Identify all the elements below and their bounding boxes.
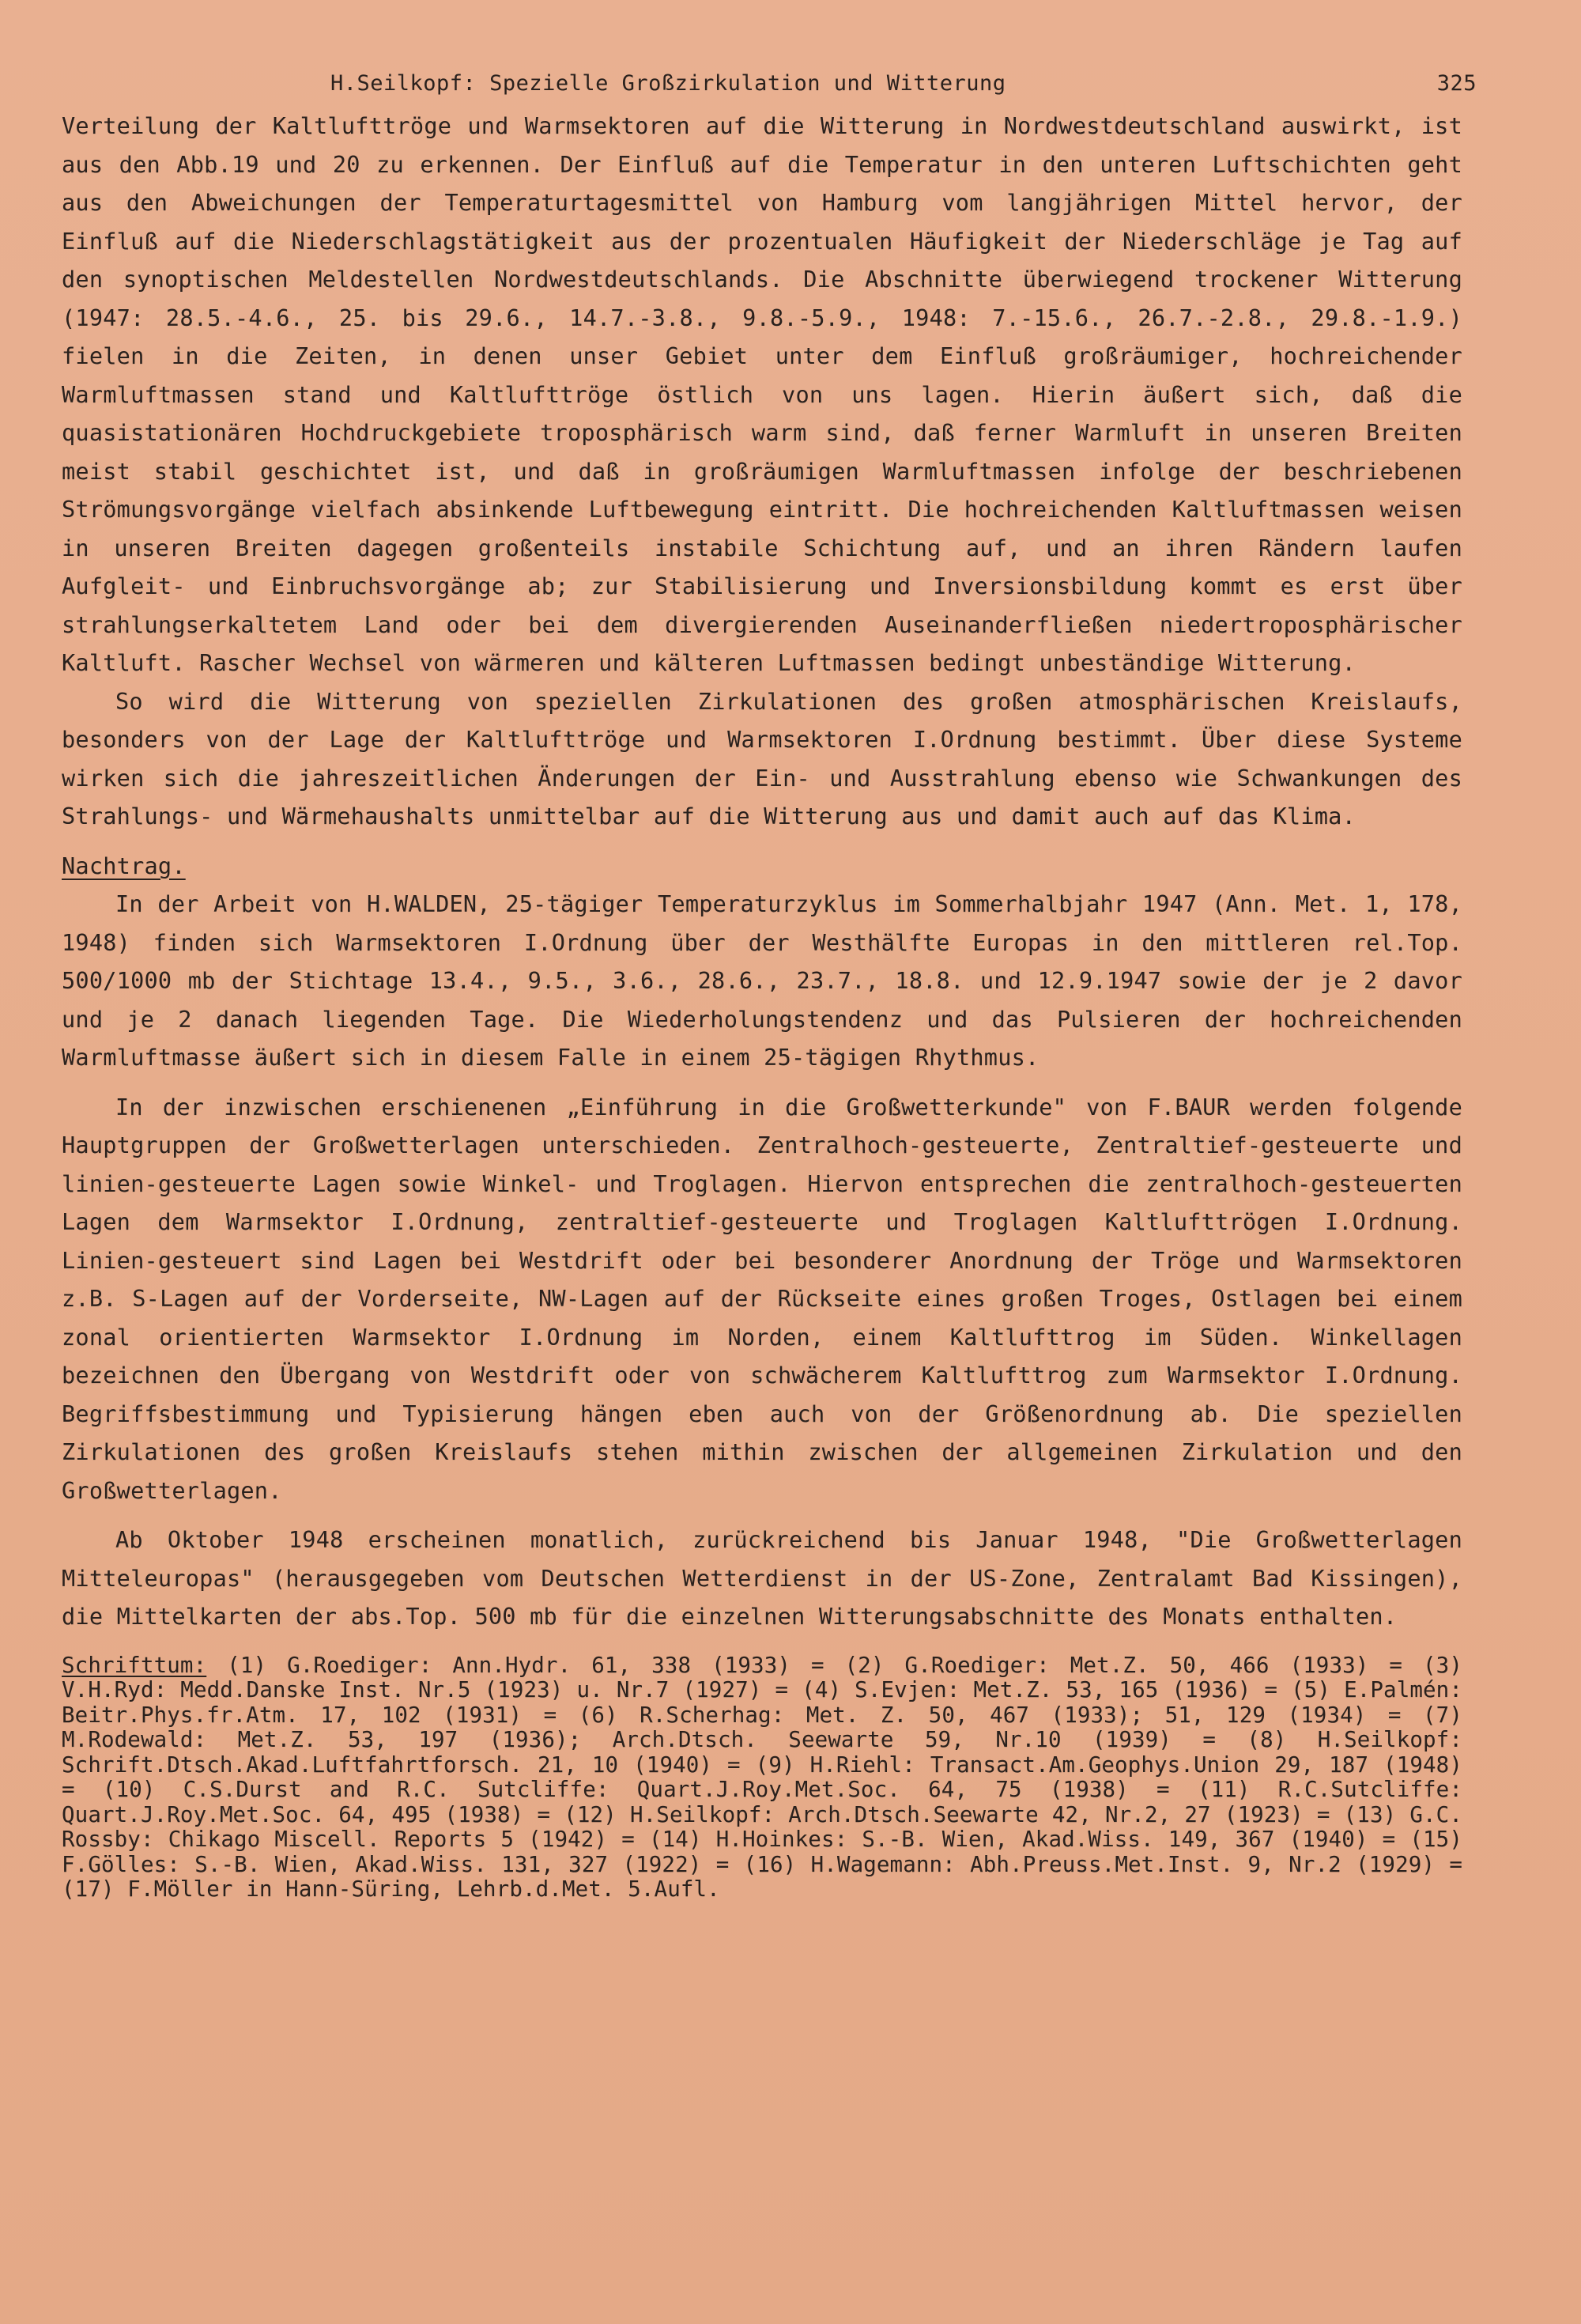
references-block bbox=[62, 1653, 1462, 1903]
paragraph: Verteilung der Kaltlufttröge und Warmsektoren auf die Witterung in Nordwestdeutschland auswirkt, ist aus den Abb.19 und 20 zu erkennen. Der Einfluß auf die Temperatur in den unteren Luftschichten geht aus den Abweichungen der Temperaturtagesmittel von Hamburg vom langjährigen Mittel hervor, der Einfluß auf die Niederschlagstätigkeit aus der prozentualen Häufigkeit der Niederschläge je Tag auf den synoptischen Meldestellen Nordwestdeutschlands. Die Abschnitte überwiegend trockener Witterung (1947: 28.5.-4.6., 25. bis 29.6., 14.7.-3.8., 9.8.-5.9., 1948: 7.-15.6., 26.7.-2.8., 29.8.-1.9.) fielen in die Zeiten, in denen unser Gebiet unter dem Einfluß großräumiger, hochreichender Warmluftmassen stand und Kaltlufttröge östlich von uns lagen. Hierin äußert sich, daß die quasistationären Hochdruckgebiete troposphärisch warm sind, daß ferner Warmluft in unseren Breiten meist stabil geschichtet ist, und daß in großräumigen Warmluftmassen infolge der beschriebenen Strömungsvorgänge vielfach absinkende Luftbewegung eintritt. Die hochreichenden Kaltluftmassen weisen in unseren Breiten dagegen großenteils instabile Schichtung auf, und an ihren Rändern laufen Aufgleit- und Einbruchsvorgänge ab; zur Stabilisierung und Inversionsbildung kommt es erst über strahlungserkaltetem Land oder bei dem divergierenden Auseinanderfließen niedertroposphärischer Kaltluft. Rascher Wechsel von wärmeren und kälteren Luftmassen bedingt unbeständige Witterung. bbox=[62, 112, 1462, 676]
paragraph: In der Arbeit von H.WALDEN, 25-tägiger Temperaturzyklus im Sommerhalbjahr 1947 (Ann. Met. 1, 178, 1948) finden sich Warmsektoren I.Ordnung über der Westhälfte Europas in den mittleren rel.Top. 500/1000 mb der Stichtage 13.4., 9.5., 3.6., 28.6., 23.7., 18.8. und 12.9.1947 sowie der je 2 davor und je 2 danach liegenden Tage. Die Wiederholungstendenz und das Pulsieren der hochreichenden Warmluftmasse äußert sich in diesem Falle in einem 25-tägigen Rhythmus. bbox=[62, 890, 1462, 1071]
paragraph: In der inzwischen erschienenen „Einführung in die Großwetterkunde" von F.BAUR werden folgende Hauptgruppen der Großwetterlagen unterschieden. Zentralhoch-gesteuerte, Zentraltief-gesteuerte und linien-gesteuerte Lagen sowie Winkel- und Troglagen. Hiervon entsprechen die zentralhoch-gesteuerten Lagen dem Warmsektor I.Ordnung, zentraltief-gesteuerte und Troglagen Kaltlufttrögen I.Ordnung. Linien-gesteuert sind Lagen bei Westdrift oder bei besonderer Anordnung der Tröge und Warmsektoren z.B. S-Lagen auf der Vorderseite, NW-Lagen auf der Rückseite eines großen Troges, Ostlagen bei einem zonal orientierten Warmsektor I.Ordnung im Norden, einem Kaltlufttrog im Süden. Winkellagen bezeichnen den Übergang von Westdrift oder von schwächerem Kaltlufttrog zum Warmsektor I.Ordnung. Begriffsbestimmung und Typisierung hängen eben auch von der Größenordnung ab. Die speziellen Zirkulationen des großen Kreislaufs stehen mithin zwischen der allgemeinen Zirkulation und den Großwetterlagen. bbox=[62, 1093, 1462, 1504]
page-number: 325 bbox=[1436, 71, 1477, 96]
references-label: Schrifttum: bbox=[62, 1652, 207, 1678]
section-heading-nachtrag: Nachtrag. bbox=[62, 852, 186, 879]
body-text bbox=[62, 107, 1462, 1636]
paragraph: So wird die Witterung von speziellen Zirkulationen des großen atmosphärischen Kreislaufs, besonders von der Lage der Kaltlufttröge und Warmsektoren I.Ordnung bestimmt. Über diese Systeme wirken sich die jahreszeitlichen Änderungen der Ein- und Ausstrahlung ebenso wie Schwankungen des Strahlungs- und Wärmehaushalts unmittelbar auf die Witterung aus und damit auch auf das Klima. bbox=[62, 687, 1462, 829]
running-title: H.Seilkopf: Spezielle Großzirkulation und Witterung bbox=[330, 71, 1006, 96]
references-text: (1) G.Roediger: Ann.Hydr. 61, 338 (1933) = (2) G.Roediger: Met.Z. 50, 466 (1933) = (3) V.H.Ryd: Medd.Danske Inst. Nr.5 (1923) u. Nr.7 (1927) = (4) S.Evjen: Met.Z. 53, 165 (1936) = (5) E.Palmén: Beitr.Phys.fr.Atm. 17, 102 (1931) = (6) R.Scherhag: Met. Z. 50, 467 (1933); 51, 129 (1934) = (7) M.Rodewald: Met.Z. 53, 197 (1936); Arch.Dtsch. Seewarte 59, Nr.10 (1939) = (8) H.Seilkopf: Schrift.Dtsch.Akad.Luftfahrtforsch. 21, 10 (1940) = (9) H.Riehl: Transact.Am.Geophys.Union 29, 187 (1948) = (10) C.S.Durst and R.C. Sutcliffe: Quart.J.Roy.Met.Soc. 64, 75 (1938) = (11) R.C.Sutcliffe: Quart.J.Roy.Met.Soc. 64, 495 (1938) = (12) H.Seilkopf: Arch.Dtsch.Seewarte 42, Nr.2, 27 (1923) = (13) G.C. Rossby: Chikago Miscell. Reports 5 (1942) = (14) H.Hoinkes: S.-B. Wien, Akad.Wiss. 149, 367 (1940) = (15) F.Gölles: S.-B. Wien, Akad.Wiss. 131, 327 (1922) = (16) H.Wagemann: Abh.Preuss.Met.Inst. 9, Nr.2 (1929) = (17) F.Möller in Hann-Süring, Lehrb.d.Met. 5.Aufl. bbox=[62, 1652, 1462, 1902]
paragraph: Ab Oktober 1948 erscheinen monatlich, zurückreichend bis Januar 1948, "Die Großwetterlagen Mitteleuropas" (herausgegeben vom Deutschen Wetterdienst in der US-Zone, Zentralamt Bad Kissingen), die Mittelkarten der abs.Top. 500 mb für die einzelnen Witterungsabschnitte des Monats enthalten. bbox=[62, 1526, 1462, 1630]
running-header bbox=[62, 71, 1477, 96]
